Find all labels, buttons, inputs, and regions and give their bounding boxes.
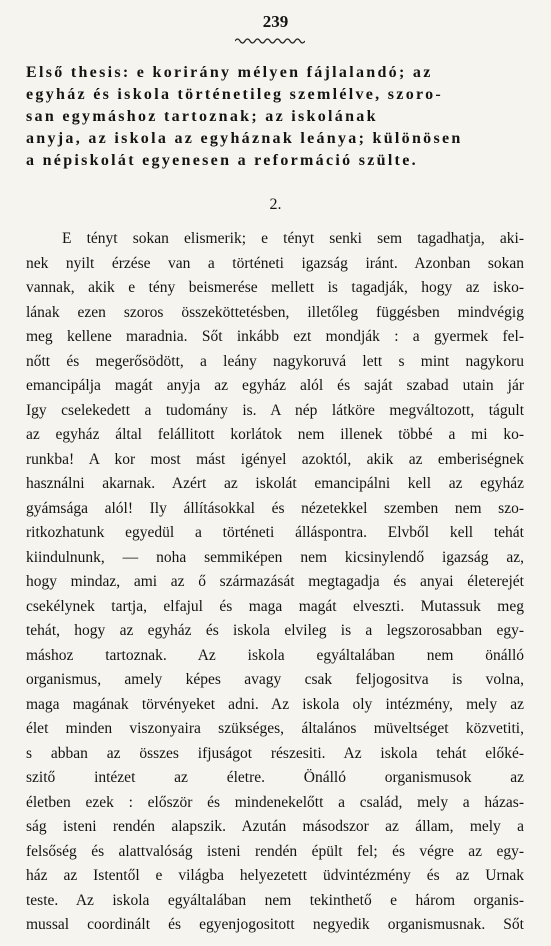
body-line: s abban az összes ifjuságot részesiti. Az iskola tehát előké- <box>26 744 524 762</box>
body-line: kiindulnunk, — noha semmiképen nem kicsinylendő igazság az, <box>26 548 524 566</box>
body-line: csekélynek tartja, elfajul és maga magát elveszti. Mutassuk meg <box>26 597 524 615</box>
thesis-line: san egymáshoz tartoznak; az iskolának <box>26 108 378 125</box>
thesis-line: Első thesis: e korirány mélyen fájlalandó; az <box>26 64 433 81</box>
body-line: vannak, akik e tény beismerése mellett is tagadják, hogy az isko- <box>26 279 524 296</box>
body-line: ház az Istentől e világba helyezetett üdvintézmény és az Urnak <box>26 867 524 884</box>
body-line: hogy mindaz, ami az ő származását megtagadja és anyai életerejét <box>26 573 524 590</box>
body-line: meg kellene maradnia. Sőt inkább ezt mondják : a gyermek fel- <box>26 328 524 345</box>
body-line: maga magának törvényeket adni. Az iskola oly intézmény, mely az <box>26 695 524 713</box>
body-line: lának ezen szoros összeköttetésben, illetőleg függésben mindvégig <box>26 303 524 321</box>
body-line: emancipálja magát anyja az egyház alól és saját szabad utain jár <box>26 377 524 394</box>
body-line: ság isteni rendén alapszik. Azután másodszor az állam, mely a <box>26 818 524 835</box>
thesis-line: anyja, az iskola az egyháznak leánya; különösen <box>26 130 463 147</box>
wavy-ornament-icon <box>235 36 305 46</box>
body-line: mussal coordinált és egyenjogositott negyedik organismusnak. Sőt <box>26 916 524 933</box>
body-line: runkba! A kor most mást igényel azoktól, akik az emberiségnek <box>26 450 524 468</box>
thesis-line: a népiskolát egyenesen a reformáció szülte. <box>26 152 418 169</box>
body-line: szitő intézet az életre. Önálló organismusok az <box>26 769 524 786</box>
section-number: 2. <box>269 196 282 213</box>
page-number: 239 <box>262 12 289 31</box>
body-line: E tényt sokan elismerik; e tényt senki sem tagadhatja, aki- <box>62 230 524 247</box>
thesis-line: egyház és iskola történetileg szemlélve, szoro- <box>26 86 444 103</box>
body-paragraph <box>26 227 524 938</box>
body-line: felsőség és alattvalóság isteni rendén épült fel; és végre az egy- <box>26 842 524 860</box>
body-line: az egyház által felállitott korlátok nem illenek többé a mi ko- <box>26 426 524 443</box>
body-line: organismus, amely képes avagy csak feljogositva is volna, <box>26 671 524 688</box>
body-line: használni akarnak. Azért az iskolát emancipálni kell az egyház <box>26 475 524 492</box>
body-line: tehát, hogy az egyház és iskola elvileg is a legszorosabban egy- <box>26 622 524 639</box>
body-line: máshoz tartoznak. Az iskola egyáltalában nem önálló <box>26 646 524 664</box>
body-line: nőtt és megerősödött, a leány nagykoruvá lett s mint nagykoru <box>26 352 524 370</box>
body-line: teste. Az iskola egyáltalában nem tekinthető e három organis- <box>26 891 524 909</box>
body-line: gyámsága alól! Ily állításokkal és nézetekkel szemben nem szo- <box>26 499 524 517</box>
body-line: ritkozhatunk egyedül a történeti álláspontra. Elvből kell tehát <box>26 524 524 541</box>
body-line: élet minden viszonyaira szükséges, általános müveltséget közvetiti, <box>26 720 524 737</box>
body-line: Igy cselekedett a tudomány is. A nép látköre megváltozott, tágult <box>26 401 524 419</box>
thesis-paragraph <box>26 62 524 172</box>
body-line: életben ezek : először és mindenekelőtt a család, mely a házas- <box>26 793 524 811</box>
body-line: nek nyilt érzése van a történeti igazság iránt. Azonban sokan <box>26 254 524 272</box>
